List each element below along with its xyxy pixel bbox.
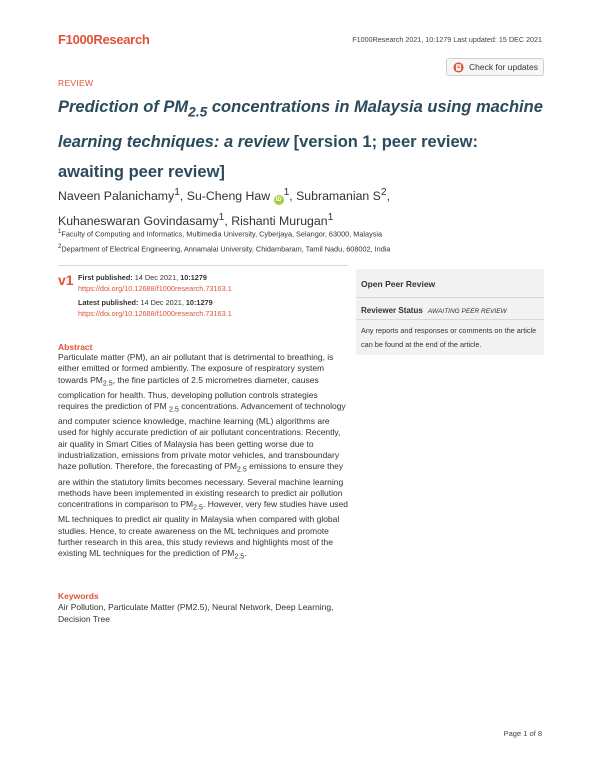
logo-prefix: F1000 — [58, 32, 94, 47]
abstract-heading: Abstract — [58, 342, 93, 352]
title-part1: Prediction of PM — [58, 98, 189, 116]
article-type-label: REVIEW — [58, 78, 94, 88]
title-part2: concentrations in Malaysia using machine learning techniques: a review — [58, 98, 543, 152]
first-published: First published: 14 Dec 2021, 10:1279 https://doi.org/10.12688/f1000research.73163.1 — [78, 273, 232, 293]
divider — [58, 265, 348, 266]
reviewer-status: Reviewer Status AWAITING PEER REVIEW — [361, 306, 507, 315]
orcid-icon[interactable]: iD — [275, 197, 282, 204]
title-subscript: 2.5 — [188, 104, 208, 120]
latest-published-doi-link[interactable]: https://doi.org/10.12688/f1000research.73163.1 — [78, 308, 232, 318]
author-3[interactable]: Subramanian S — [296, 189, 381, 204]
first-published-doi-link[interactable]: https://doi.org/10.12688/f1000research.73163.1 — [78, 283, 232, 293]
check-updates-label: Check for updates — [469, 62, 538, 72]
journal-logo — [58, 32, 150, 47]
panel-divider — [356, 319, 544, 320]
author-4[interactable]: Kuhaneswaran Govindasamy — [58, 214, 219, 229]
check-updates-icon — [453, 62, 464, 73]
keywords-heading: Keywords — [58, 591, 99, 601]
author-list: Naveen Palanichamy$^1$, Su-Cheng Haw $iD^1$, Subramanian $S^2$, Kuhaneswaran Govindasamy$^1$, Rishanti Murugan$^1$ — [58, 187, 390, 229]
panel-divider — [356, 297, 544, 298]
check-for-updates-button[interactable] — [446, 58, 544, 76]
version-label: v1 — [58, 272, 74, 288]
peer-review-note: Any reports and responses or comments on the article can be found at the end of the article. — [361, 326, 537, 349]
header-meta: F1000Research 2021, 10:1279 Last updated: 15 DEC 2021 — [352, 35, 542, 44]
keywords-text: Air Pollution, Particulate Matter (PM2.5), Neural Network, Deep Learning, Decision Tree — [58, 602, 334, 624]
article-title — [58, 92, 548, 187]
page-number: Page 1 of 8 — [503, 729, 542, 738]
title-status: [version 1; peer review: awaiting peer review] — [58, 133, 478, 182]
affiliations — [58, 226, 548, 256]
affiliation-2: $^2$Department of Electrical Engineering, Annamalai University, Chidambaram, Tamil Nadu, 608002, India — [58, 242, 391, 254]
author-1[interactable]: Naveen Palanichamy — [58, 189, 175, 204]
affiliation-1: $^1$Faculty of Computing and Informatics, Multimedia University, Cyberjaya, Selangor, 63000, Malaysia — [58, 228, 383, 239]
reviewer-status-value: AWAITING PEER REVIEW — [427, 308, 507, 315]
author-2[interactable]: Su-Cheng Haw — [186, 189, 271, 204]
author-5[interactable]: Rishanti Murugan — [231, 214, 328, 229]
abstract-text: Particulate matter (PM), an air pollutant that is detrimental to breathing, is either emitted or formed ambiently. The exposure of respiratory system towards $PM_{2.5}$, the fine particles of 2.5 micrometres diameter, causes complication for health. Thus, developing pollution controls strategies requires the prediction of PM $_{2.5}$ concentrations. Advancement of technology and computer science knowledge, machine learning (ML) algorithms are used for highly accurate prediction of air pollutant concentrations. Recently, air quality in Smart Cities of Malaysia has been getting worse due to industrialization, emissions from private motor vehicles, and transboundary haze pollution. Therefore, the forecasting of $PM_{2.5}$ emissions to ensure they are within the statutory limits becomes necessary. Several machine learning methods have been implemented in existing research to predict air pollution concentrations in comparison to $PM_{2.5}$. However, very few studies have used ML techniques to predict air quality in Malaysia when compared with global studies. Hence, to create awareness on the ML techniques and promote further research in this area, this study reviews and highlights most of the existing ML techniques for the prediction of $PM_{2.5}$. — [58, 352, 349, 561]
open-peer-review-title: Open Peer Review — [361, 279, 436, 289]
logo-suffix: Research — [93, 32, 150, 47]
latest-published: Latest published: 14 Dec 2021, 10:1279 https://doi.org/10.12688/f1000research.73163.1 — [78, 298, 232, 318]
